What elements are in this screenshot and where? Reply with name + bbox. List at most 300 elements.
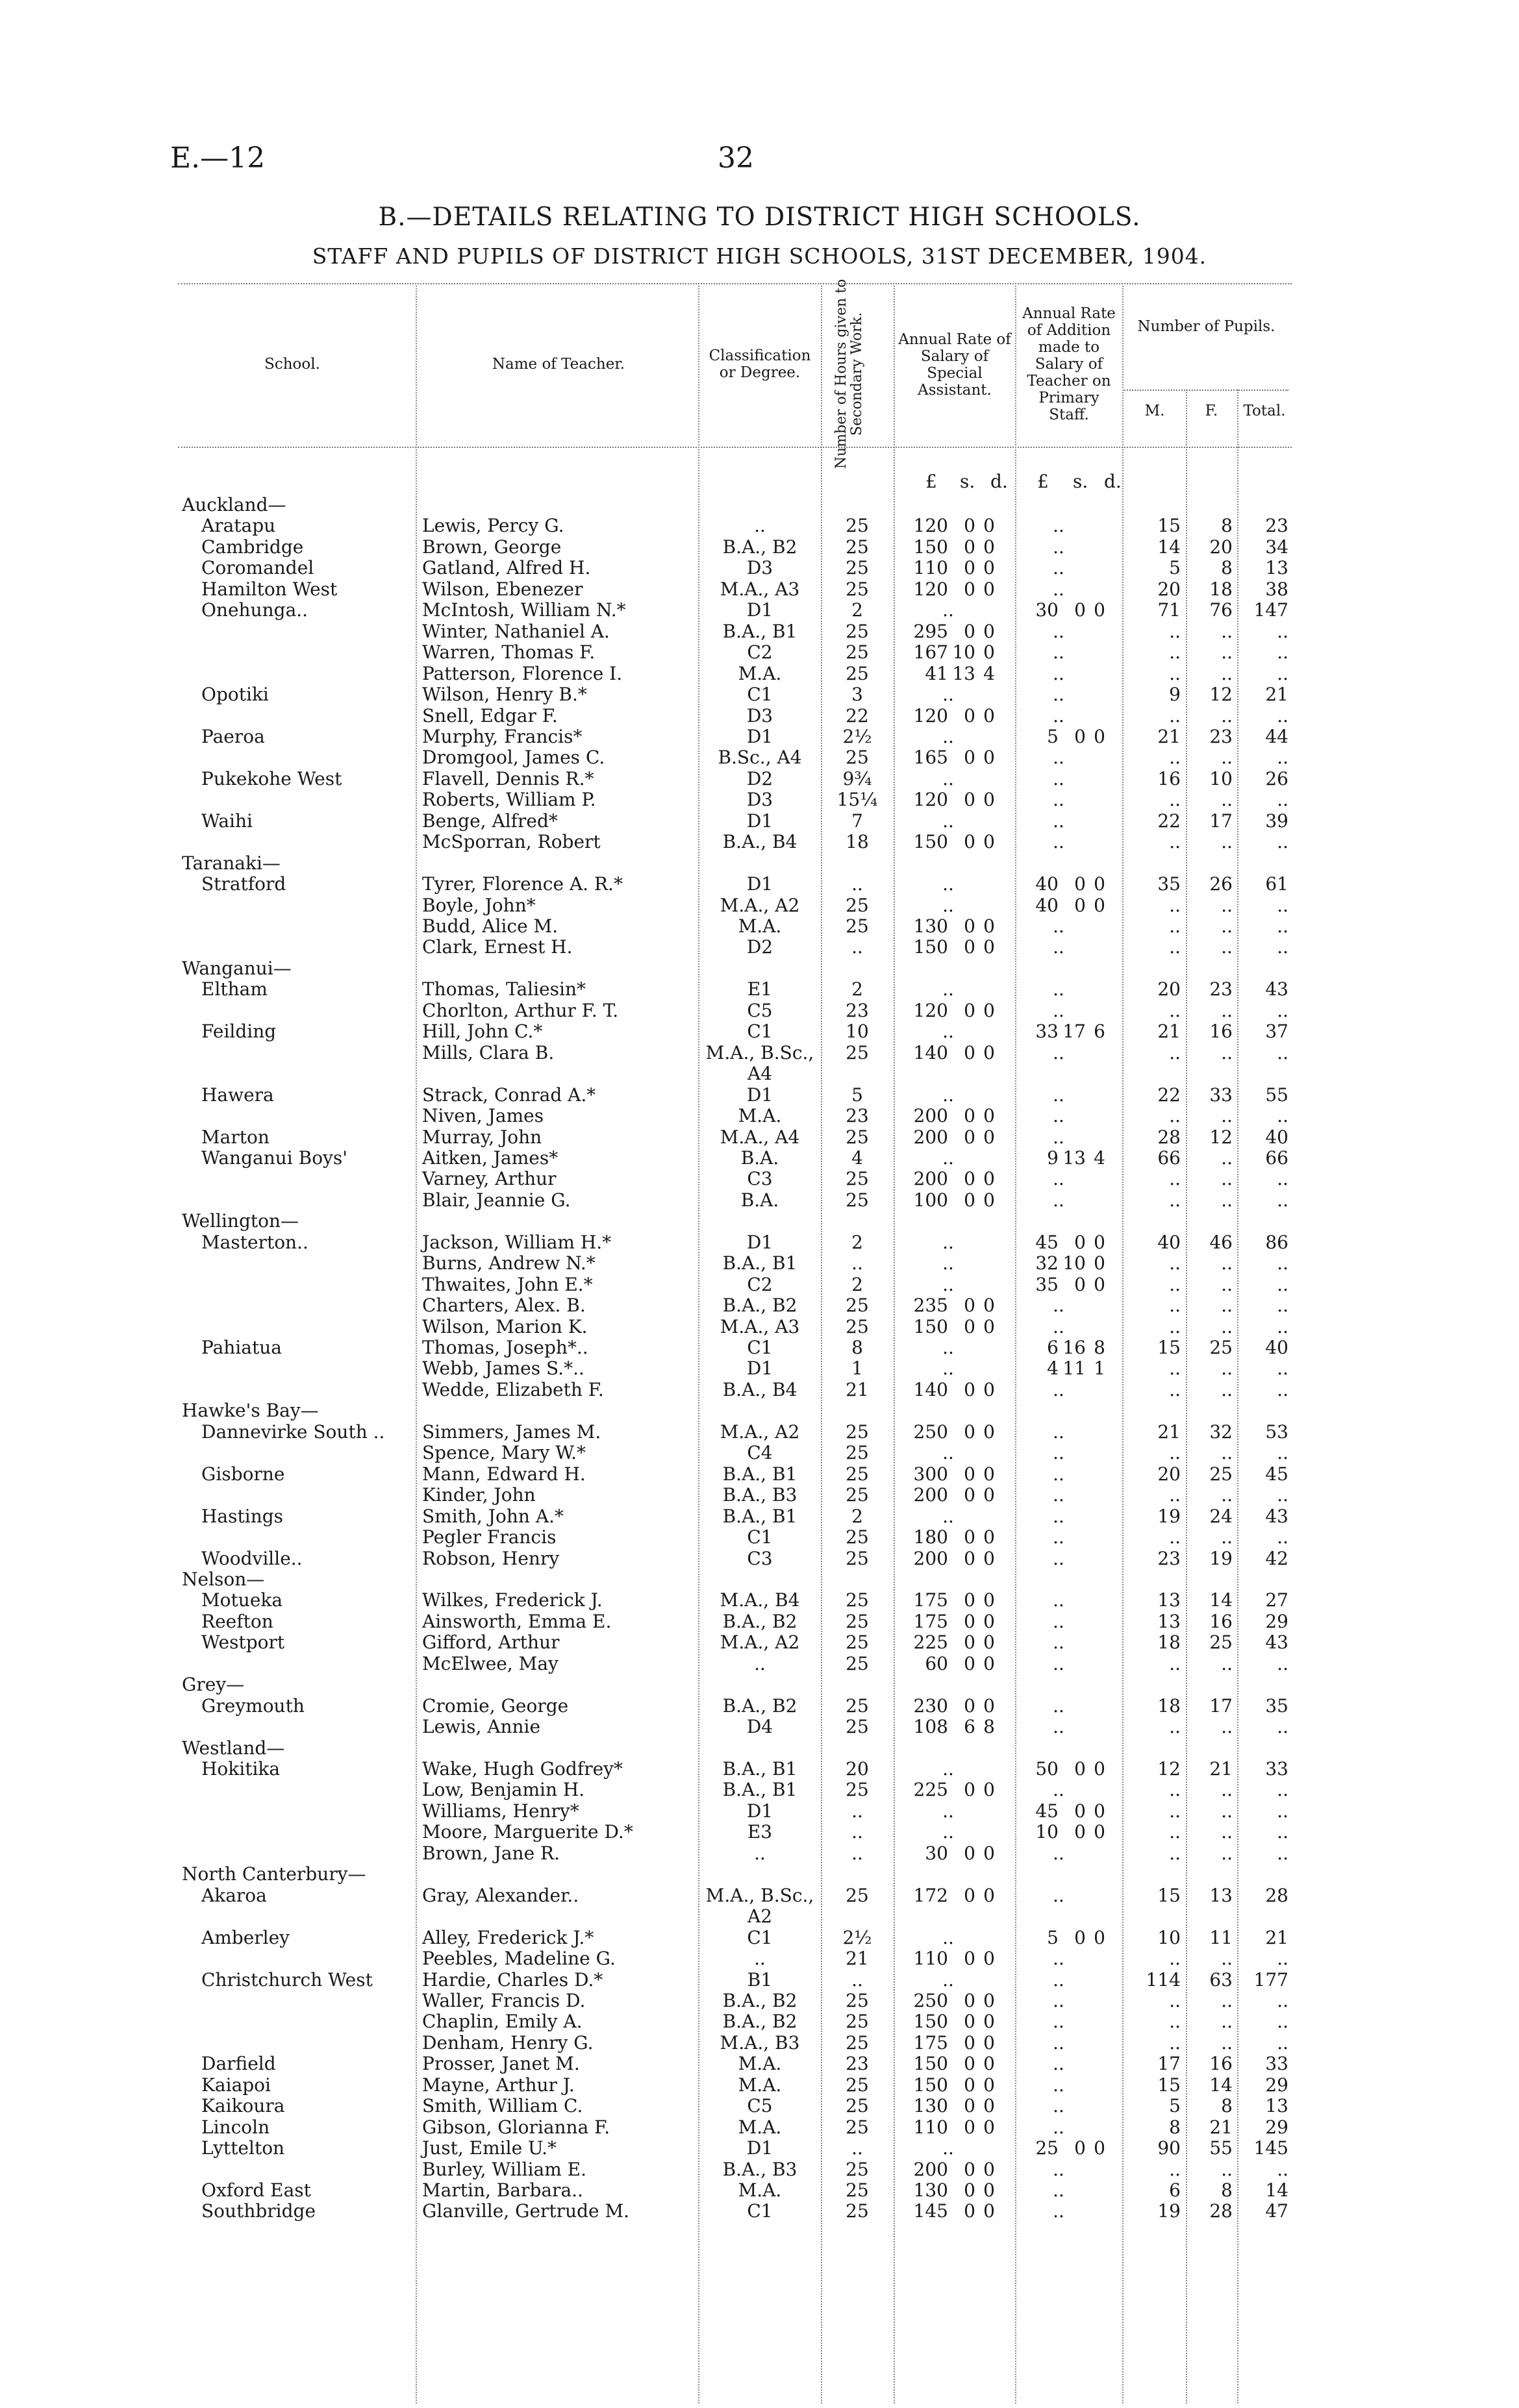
hours-secondary: 2½ xyxy=(842,1926,872,1948)
teacher-name: Hardie, Charles D.* xyxy=(422,1968,603,1991)
school-name: Pahiatua xyxy=(201,1337,282,1358)
table-row xyxy=(0,2054,1519,2074)
table-row xyxy=(0,1674,1519,1695)
pupils-total: 44 xyxy=(1265,725,1288,747)
pupils-male: 22 xyxy=(1157,1084,1181,1106)
pupils-female: .. xyxy=(1221,1526,1233,1548)
salary-pounds: 250 xyxy=(913,1989,948,2011)
salary-pence: 0 xyxy=(983,2011,995,2033)
pupils-male: 6 xyxy=(1169,2179,1181,2201)
pupils-male: 35 xyxy=(1157,873,1181,895)
salary-shillings: 0 xyxy=(964,1842,975,1864)
classification: D1 xyxy=(746,1358,773,1380)
addition-shillings: 0 xyxy=(1074,894,1086,916)
salary-empty: .. xyxy=(942,810,954,832)
table-row xyxy=(0,1654,1519,1674)
school-name: Kaikoura xyxy=(201,2095,285,2117)
salary-pence: 0 xyxy=(983,1315,995,1337)
salary-pence: 0 xyxy=(983,1484,995,1506)
salary-pounds: 225 xyxy=(913,1632,948,1654)
hours-secondary: 25 xyxy=(846,1652,869,1674)
salary-pounds: 230 xyxy=(913,1694,948,1717)
hours-secondary: 25 xyxy=(846,2116,869,2138)
classification: D2 xyxy=(746,936,773,958)
addition-empty: .. xyxy=(1053,1526,1064,1548)
addition-empty: .. xyxy=(1053,2053,1064,2075)
hours-secondary: .. xyxy=(851,1842,863,1864)
table-row xyxy=(0,1822,1519,1843)
salary-shillings: 0 xyxy=(964,831,975,853)
table-row xyxy=(0,1506,1519,1527)
salary-empty: .. xyxy=(942,1273,954,1295)
pupils-male: 21 xyxy=(1157,1421,1181,1443)
school-name: Hokitika xyxy=(201,1758,281,1780)
pupils-male: 5 xyxy=(1169,2095,1181,2117)
hours-secondary: 25 xyxy=(846,2179,869,2201)
teacher-name: Tyrer, Florence A. R.* xyxy=(422,873,623,895)
pupils-female: .. xyxy=(1221,936,1233,958)
classification: D1 xyxy=(746,1800,773,1822)
classification: C1 xyxy=(747,1021,773,1043)
addition-pounds: 32 xyxy=(1035,1252,1059,1274)
pupils-total: .. xyxy=(1277,1295,1288,1317)
pupils-male: .. xyxy=(1169,641,1181,664)
pupils-male: 66 xyxy=(1157,1147,1181,1169)
pupils-male: .. xyxy=(1169,936,1181,958)
pupils-male: 20 xyxy=(1157,978,1181,1000)
pupils-female: .. xyxy=(1221,1168,1233,1190)
salary-shillings: 0 xyxy=(964,557,975,579)
classification: D3 xyxy=(746,704,773,726)
hours-secondary: 25 xyxy=(846,1694,869,1717)
addition-empty: .. xyxy=(1053,1315,1064,1337)
salary-pounds: 150 xyxy=(913,1315,948,1337)
pupils-total: 21 xyxy=(1265,1926,1288,1948)
district-name: Auckland— xyxy=(182,494,286,515)
salary-pence: 0 xyxy=(983,1526,995,1548)
classification: M.A., A3 xyxy=(720,578,800,600)
salary-pence: 0 xyxy=(983,1295,995,1317)
pupils-female: 12 xyxy=(1209,1126,1233,1148)
pupils-male: 10 xyxy=(1157,1926,1181,1948)
addition-empty: .. xyxy=(1053,1484,1064,1506)
addition-shillings: 0 xyxy=(1074,1231,1086,1253)
teacher-name: Burley, William E. xyxy=(422,2158,587,2180)
school-name: Marton xyxy=(201,1126,270,1148)
addition-pounds: 45 xyxy=(1035,1231,1059,1253)
pupils-female: .. xyxy=(1221,1948,1233,1970)
table-row xyxy=(0,1590,1519,1611)
pupils-female: .. xyxy=(1221,620,1233,642)
hours-secondary: .. xyxy=(851,1252,863,1274)
pupils-total: 177 xyxy=(1253,1968,1288,1991)
table-row xyxy=(0,2011,1519,2032)
pupils-female: .. xyxy=(1221,1989,1233,2011)
addition-pence: 0 xyxy=(1094,599,1105,621)
pupils-total: .. xyxy=(1277,2011,1288,2033)
pupils-total: 33 xyxy=(1265,2053,1288,2075)
table-row xyxy=(0,1400,1519,1421)
salary-pence: 0 xyxy=(983,2053,995,2075)
salary-pounds: 120 xyxy=(913,789,948,811)
pupils-male: 71 xyxy=(1157,599,1181,621)
pupils-male: 23 xyxy=(1157,1547,1181,1569)
hours-secondary: 25 xyxy=(846,620,869,642)
pupils-male: .. xyxy=(1169,1526,1181,1548)
salary-shillings: 0 xyxy=(964,1884,975,1906)
pupils-female: 26 xyxy=(1209,873,1233,895)
units-row xyxy=(0,471,1519,492)
school-name: Onehunga.. xyxy=(201,599,308,621)
addition-pounds: 40 xyxy=(1035,873,1059,895)
header-total: Total. xyxy=(1243,403,1286,419)
table-row xyxy=(0,2180,1519,2201)
pupils-female: .. xyxy=(1221,1821,1233,1843)
pupils-male: .. xyxy=(1169,1800,1181,1822)
pupils-total: 45 xyxy=(1265,1463,1288,1485)
salary-shillings: 0 xyxy=(964,2053,975,2075)
district-name: Nelson— xyxy=(182,1568,265,1590)
pupils-total: 29 xyxy=(1265,2074,1288,2096)
table-row xyxy=(0,579,1519,600)
teacher-name: Wedde, Elizabeth F. xyxy=(422,1378,604,1400)
hours-secondary: 18 xyxy=(846,831,869,853)
salary-empty: .. xyxy=(942,978,954,1000)
table-row xyxy=(0,811,1519,832)
classification: C1 xyxy=(747,2200,773,2222)
classification: B.A., B2 xyxy=(722,536,797,558)
salary-pounds: 110 xyxy=(913,1948,948,1970)
table-row xyxy=(0,1063,1519,1084)
pupils-female: 10 xyxy=(1209,767,1233,789)
salary-shillings: 0 xyxy=(964,1948,975,1970)
hours-secondary: 25 xyxy=(846,1315,869,1337)
addition-shillings: 0 xyxy=(1074,1926,1086,1948)
salary-pounds: 150 xyxy=(913,936,948,958)
school-name: Aratapu xyxy=(201,515,276,537)
header-school: School. xyxy=(264,356,320,373)
table-row xyxy=(0,1885,1519,1906)
table-row xyxy=(0,2138,1519,2159)
salary-pounds: 200 xyxy=(913,1126,948,1148)
school-name: Wanganui Boys' xyxy=(201,1147,347,1169)
pupils-male: 114 xyxy=(1146,1968,1181,1991)
addition-pence: 0 xyxy=(1094,1273,1105,1295)
salary-pence: 0 xyxy=(983,704,995,726)
salary-pounds: 120 xyxy=(913,999,948,1021)
teacher-name: Aitken, James* xyxy=(422,1147,559,1169)
addition-empty: .. xyxy=(1053,1547,1064,1569)
header-bottom-rule xyxy=(178,447,1292,448)
teacher-name: Patterson, Florence I. xyxy=(422,662,623,684)
school-name: Oxford East xyxy=(201,2179,311,2201)
table-row xyxy=(0,895,1519,916)
pupils-total: 38 xyxy=(1265,578,1288,600)
salary-empty: .. xyxy=(942,725,954,747)
salary-shillings: 0 xyxy=(964,2116,975,2138)
classification: M.A. xyxy=(738,662,782,684)
salary-pence: 0 xyxy=(983,789,995,811)
pupils-female: 46 xyxy=(1209,1231,1233,1253)
salary-pounds: 150 xyxy=(913,831,948,853)
pupils-female: .. xyxy=(1221,1315,1233,1337)
teacher-name: Waller, Francis D. xyxy=(422,1989,586,2011)
hours-secondary: 25 xyxy=(846,1779,869,1801)
header-m: M. xyxy=(1144,403,1165,419)
addition-empty: .. xyxy=(1053,1505,1064,1527)
addition-shillings: 11 xyxy=(1062,1358,1086,1380)
salary-pence: 0 xyxy=(983,2031,995,2054)
hours-secondary: 7 xyxy=(851,810,863,832)
salary-empty: .. xyxy=(942,1926,954,1948)
district-name: North Canterbury— xyxy=(182,1863,366,1885)
salary-shillings: 0 xyxy=(964,999,975,1021)
pupils-total: 53 xyxy=(1265,1421,1288,1443)
district-name: Westland— xyxy=(182,1737,285,1759)
addition-pence: 0 xyxy=(1094,1252,1105,1274)
addition-empty: .. xyxy=(1053,978,1064,1000)
salary-pounds: 120 xyxy=(913,515,948,537)
pupils-male: 40 xyxy=(1157,1231,1181,1253)
teacher-name: Mills, Clara B. xyxy=(422,1041,555,1063)
header-salary: Annual Rate of Salary of Special Assistant. xyxy=(898,331,1011,399)
salary-pence: 0 xyxy=(983,536,995,558)
addition-empty: .. xyxy=(1053,1378,1064,1400)
pupils-female: .. xyxy=(1221,1442,1233,1464)
table-row xyxy=(0,1422,1519,1443)
salary-pence: 4 xyxy=(983,662,995,684)
salary-pounds: 175 xyxy=(913,1610,948,1632)
school-name: Amberley xyxy=(201,1926,290,1948)
pupils-total: .. xyxy=(1277,1526,1288,1548)
teacher-name: Dromgool, James C. xyxy=(422,747,605,769)
pupils-female: .. xyxy=(1221,1189,1233,1211)
hours-secondary: 25 xyxy=(846,1442,869,1464)
classification: B.A., B1 xyxy=(722,1505,797,1527)
hours-secondary: 25 xyxy=(846,1484,869,1506)
hours-secondary: 25 xyxy=(846,1716,869,1738)
hours-secondary: 3 xyxy=(851,684,863,706)
addition-empty: .. xyxy=(1053,810,1064,832)
addition-pounds: 30 xyxy=(1035,599,1059,621)
teacher-name: McIntosh, William N.* xyxy=(422,599,626,621)
salary-pence: 0 xyxy=(983,936,995,958)
table-row xyxy=(0,937,1519,958)
table-row xyxy=(0,1106,1519,1126)
pupils-male: 18 xyxy=(1157,1694,1181,1717)
table-row xyxy=(0,979,1519,1000)
classification: M.A., B4 xyxy=(720,1589,800,1611)
pupils-total: 28 xyxy=(1265,1884,1288,1906)
addition-empty: .. xyxy=(1053,1084,1064,1106)
sal-s-unit: s. xyxy=(960,471,975,492)
salary-shillings: 0 xyxy=(964,1632,975,1654)
hours-secondary: 15¼ xyxy=(836,789,878,811)
salary-empty: .. xyxy=(942,1337,954,1358)
pupils-total: .. xyxy=(1277,1484,1288,1506)
classification: A4 xyxy=(747,1063,773,1085)
school-name: Woodville.. xyxy=(201,1547,303,1569)
pupils-male: 9 xyxy=(1169,684,1181,706)
classification: B.A. xyxy=(740,1189,779,1211)
pupils-male: .. xyxy=(1169,1189,1181,1211)
pupils-total: .. xyxy=(1277,1041,1288,1063)
addition-empty: .. xyxy=(1053,936,1064,958)
school-name: Masterton.. xyxy=(201,1231,308,1253)
salary-pence: 0 xyxy=(983,1884,995,1906)
classification: B.A., B2 xyxy=(722,1694,797,1717)
salary-pounds: 130 xyxy=(913,2179,948,2201)
classification: B.A., B2 xyxy=(722,1295,797,1317)
salary-shillings: 0 xyxy=(964,1526,975,1548)
hours-secondary: 8 xyxy=(851,1337,863,1358)
pupils-total: .. xyxy=(1277,1252,1288,1274)
pupils-total: .. xyxy=(1277,1652,1288,1674)
salary-pence: 0 xyxy=(983,1694,995,1717)
salary-pounds: 108 xyxy=(913,1716,948,1738)
salary-empty: .. xyxy=(942,599,954,621)
school-name: Hamilton West xyxy=(201,578,338,600)
salary-shillings: 0 xyxy=(964,1463,975,1485)
addition-empty: .. xyxy=(1053,620,1064,642)
pupils-female: 63 xyxy=(1209,1968,1233,1991)
classification: D4 xyxy=(746,1716,773,1738)
teacher-name: Peebles, Madeline G. xyxy=(422,1948,616,1970)
table-row xyxy=(0,1801,1519,1822)
pupils-female: 8 xyxy=(1221,515,1233,537)
addition-empty: .. xyxy=(1053,1189,1064,1211)
salary-pence: 0 xyxy=(983,1652,995,1674)
pupils-female: .. xyxy=(1221,1273,1233,1295)
pupils-male: .. xyxy=(1169,1378,1181,1400)
hours-secondary: 2 xyxy=(851,978,863,1000)
salary-pounds: 250 xyxy=(913,1421,948,1443)
pupils-female: .. xyxy=(1221,704,1233,726)
pupils-male: 16 xyxy=(1157,767,1181,789)
pupils-female: 32 xyxy=(1209,1421,1233,1443)
hours-secondary: 25 xyxy=(846,641,869,664)
header-teacher: Name of Teacher. xyxy=(492,356,625,373)
salary-pence: 0 xyxy=(983,915,995,937)
salary-shillings: 0 xyxy=(964,1189,975,1211)
pupils-male: 20 xyxy=(1157,1463,1181,1485)
table-row xyxy=(0,1569,1519,1590)
table-row xyxy=(0,2201,1519,2222)
hours-secondary: 2 xyxy=(851,599,863,621)
hours-secondary: 25 xyxy=(846,1547,869,1569)
pupils-total: 66 xyxy=(1265,1147,1288,1169)
salary-pence: 0 xyxy=(983,831,995,853)
pupils-total: 34 xyxy=(1265,536,1288,558)
addition-empty: .. xyxy=(1053,747,1064,769)
hours-secondary: 1 xyxy=(851,1358,863,1380)
salary-pence: 8 xyxy=(983,1716,995,1738)
hours-secondary: 25 xyxy=(846,894,869,916)
salary-empty: .. xyxy=(942,1968,954,1991)
table-row xyxy=(0,1464,1519,1485)
classification: B.A., B1 xyxy=(722,1758,797,1780)
teacher-name: Lewis, Annie xyxy=(422,1716,541,1738)
salary-pence: 0 xyxy=(983,2116,995,2138)
table-row xyxy=(0,1696,1519,1717)
pupils-total: .. xyxy=(1277,831,1288,853)
classification: D1 xyxy=(746,1084,773,1106)
hours-secondary: 25 xyxy=(846,1884,869,1906)
teacher-name: Jackson, William H.* xyxy=(422,1231,612,1253)
table-row xyxy=(0,1864,1519,1885)
pupils-total: 29 xyxy=(1265,2116,1288,2138)
salary-shillings: 0 xyxy=(964,1484,975,1506)
pupils-male: 14 xyxy=(1157,536,1181,558)
pupils-total: .. xyxy=(1277,704,1288,726)
pupils-male: .. xyxy=(1169,1842,1181,1864)
salary-shillings: 0 xyxy=(964,936,975,958)
pupils-total: 40 xyxy=(1265,1337,1288,1358)
salary-shillings: 0 xyxy=(964,2158,975,2180)
district-name: Taranaki— xyxy=(182,852,281,874)
pupils-total: 23 xyxy=(1265,515,1288,537)
pupils-female: 14 xyxy=(1209,1589,1233,1611)
school-name: Kaiapoi xyxy=(201,2074,271,2096)
salary-empty: .. xyxy=(942,1442,954,1464)
addition-empty: .. xyxy=(1053,1126,1064,1148)
district-name: Hawke's Bay— xyxy=(182,1400,319,1422)
header-pupils: Number of Pupils. xyxy=(1137,318,1275,335)
table-row xyxy=(0,726,1519,747)
school-name: Southbridge xyxy=(201,2200,316,2222)
classification: D1 xyxy=(746,873,773,895)
addition-empty: .. xyxy=(1053,1716,1064,1738)
classification: M.A. xyxy=(738,2053,782,2075)
pupils-female: .. xyxy=(1221,1484,1233,1506)
salary-shillings: 0 xyxy=(964,2031,975,2054)
classification: A2 xyxy=(747,1905,773,1928)
addition-empty: .. xyxy=(1053,2074,1064,2096)
salary-pence: 0 xyxy=(983,620,995,642)
classification: M.A., A3 xyxy=(720,1315,800,1337)
salary-pence: 0 xyxy=(983,578,995,600)
pupils-male: 18 xyxy=(1157,1632,1181,1654)
hours-secondary: 25 xyxy=(846,536,869,558)
pupils-male: .. xyxy=(1169,1252,1181,1274)
table-row xyxy=(0,1358,1519,1379)
teacher-name: Chaplin, Emily A. xyxy=(422,2011,583,2033)
salary-shillings: 0 xyxy=(964,1589,975,1611)
hours-secondary: 9¾ xyxy=(842,767,872,789)
teacher-name: Budd, Alice M. xyxy=(422,915,559,937)
table-row xyxy=(0,684,1519,705)
hours-secondary: 25 xyxy=(846,1041,869,1063)
teacher-name: Gifford, Arthur xyxy=(422,1632,560,1654)
addition-empty: .. xyxy=(1053,684,1064,706)
pupils-total: 61 xyxy=(1265,873,1288,895)
classification: B.A., B1 xyxy=(722,1463,797,1485)
teacher-name: Denham, Henry G. xyxy=(422,2031,594,2054)
pupils-total: .. xyxy=(1277,1842,1288,1864)
pupils-male: .. xyxy=(1169,831,1181,853)
pupils-total: .. xyxy=(1277,1315,1288,1337)
classification: D2 xyxy=(746,767,773,789)
pupils-total: 13 xyxy=(1265,557,1288,579)
header-classification: Classification or Degree. xyxy=(709,347,811,381)
school-name: Lincoln xyxy=(201,2116,270,2138)
pupils-female: 16 xyxy=(1209,1021,1233,1043)
classification: C1 xyxy=(747,1337,773,1358)
teacher-name: Wilson, Henry B.* xyxy=(422,684,587,706)
salary-pence: 0 xyxy=(983,2074,995,2096)
pupils-male: .. xyxy=(1169,747,1181,769)
hours-secondary: 10 xyxy=(846,1021,869,1043)
